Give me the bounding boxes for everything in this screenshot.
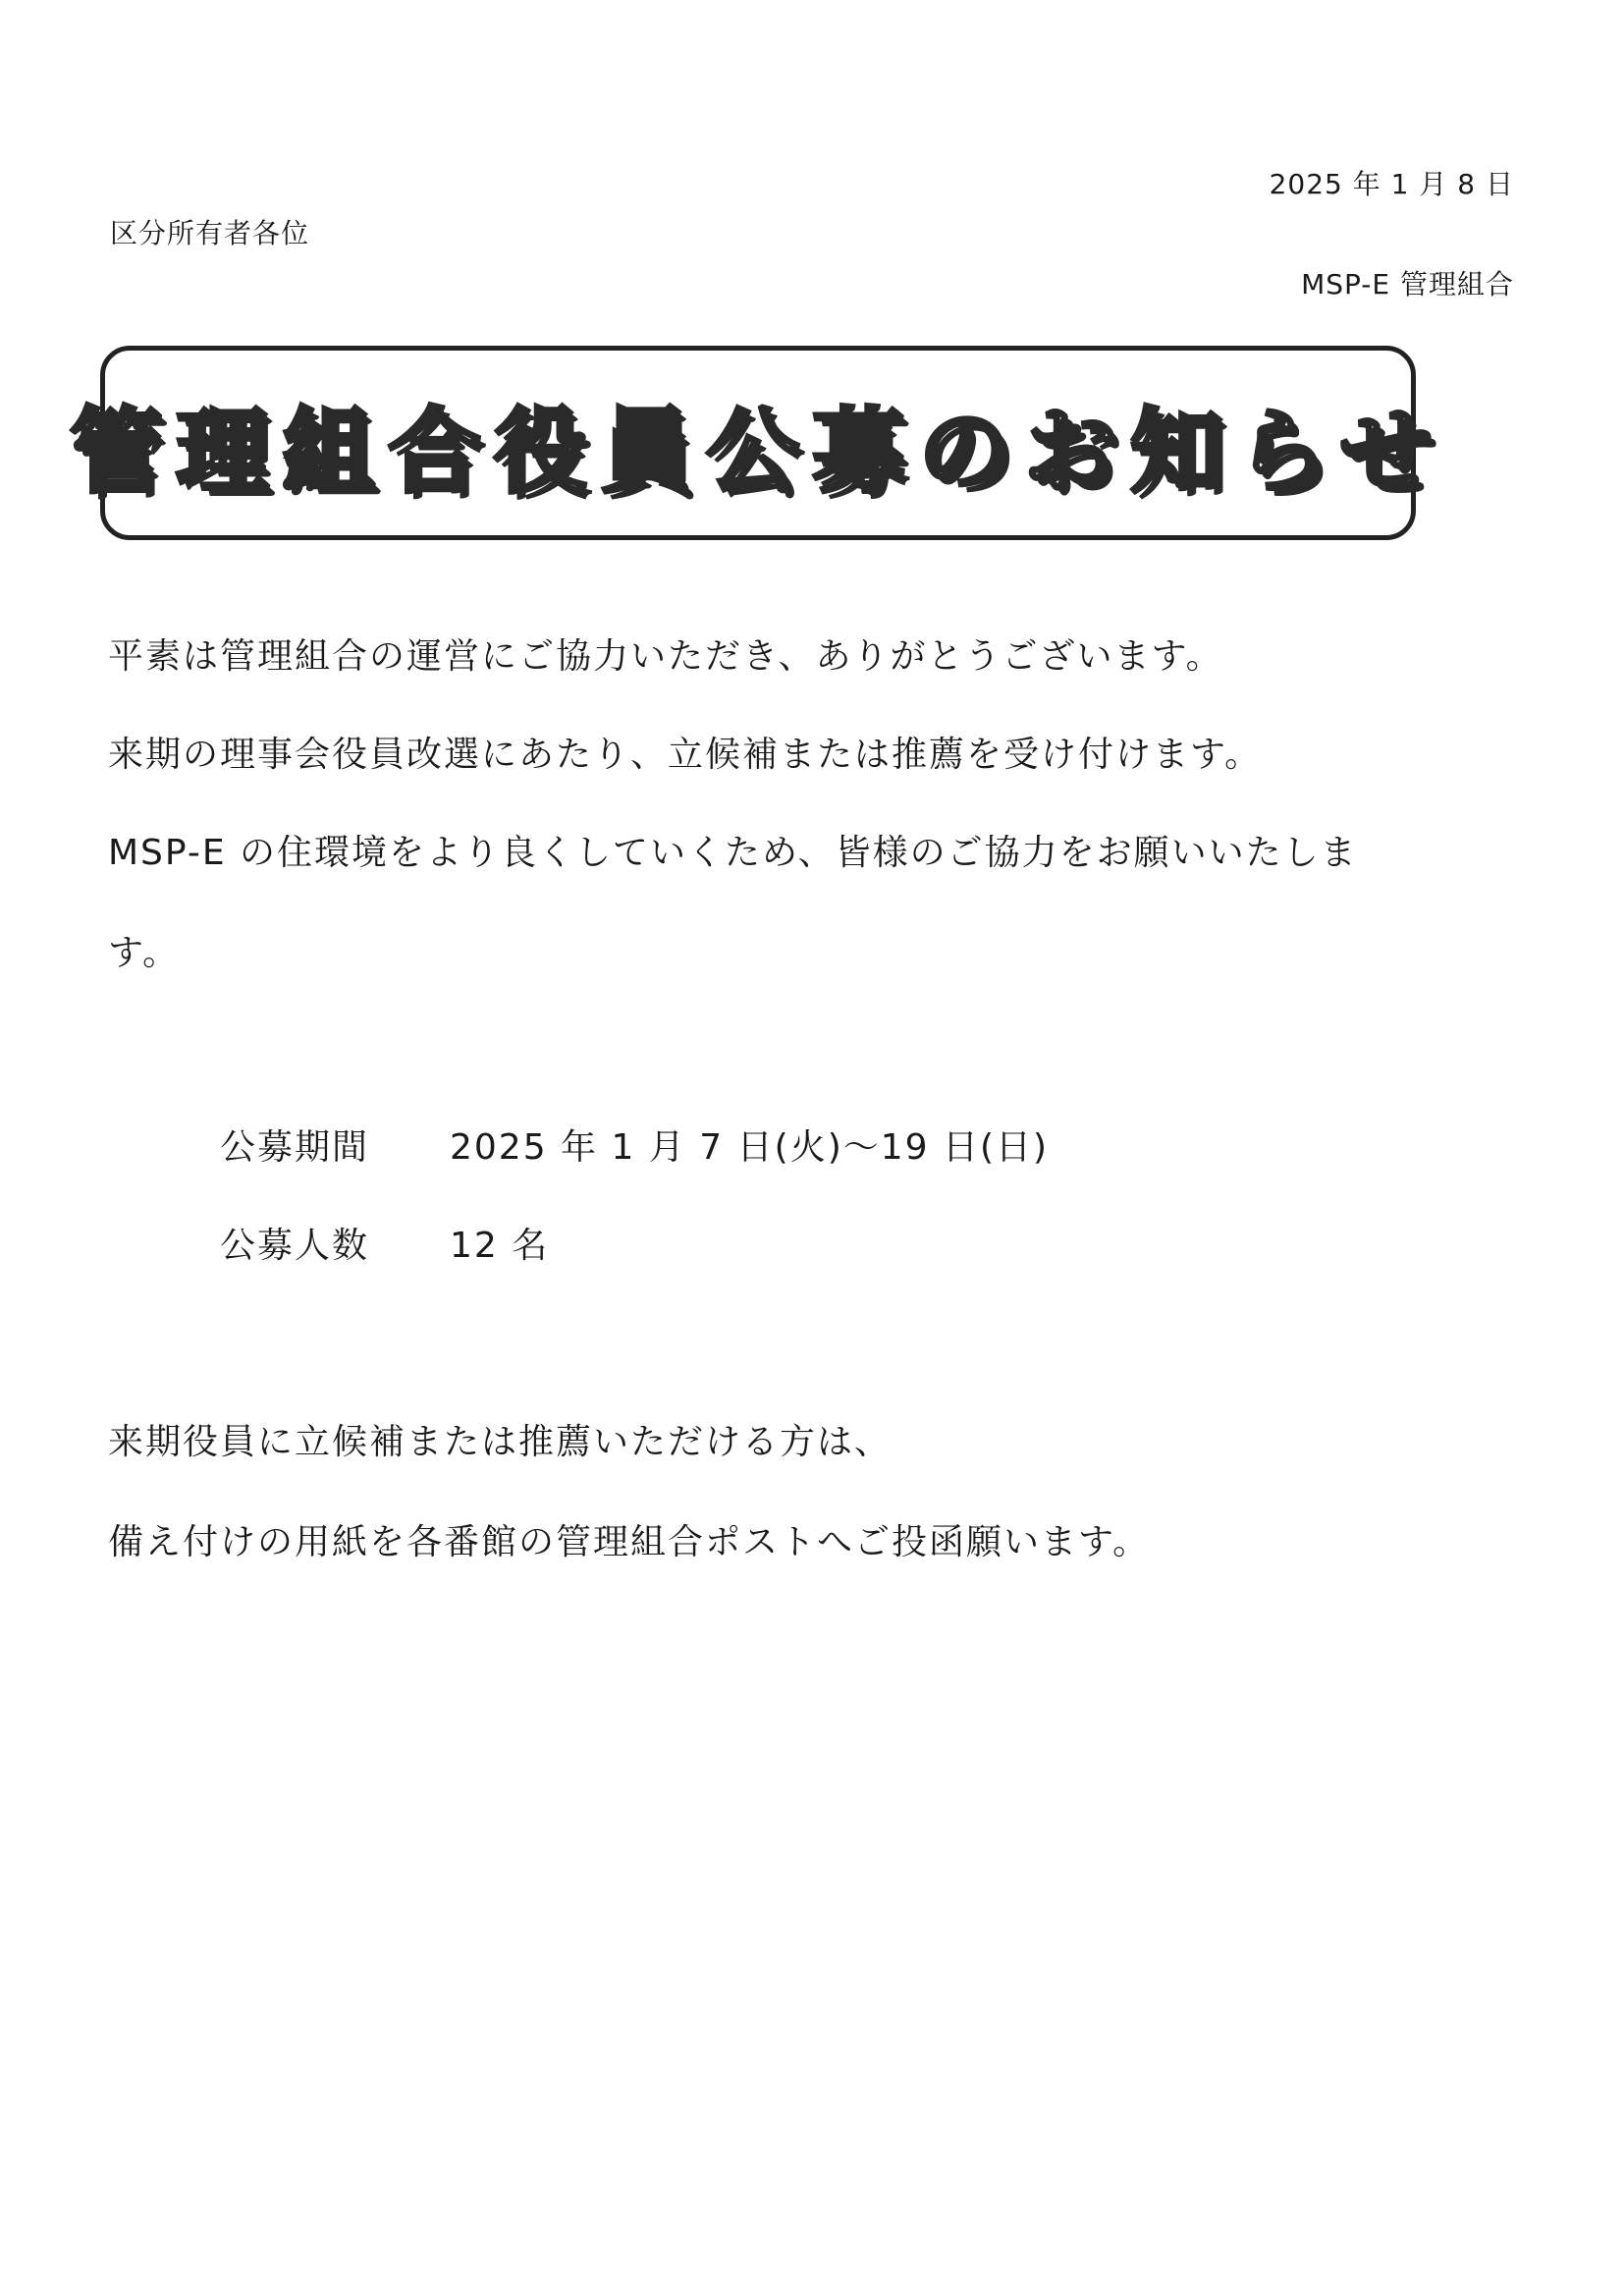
page-title: 管理組合役員公募のお知らせ bbox=[70, 398, 1446, 506]
count-value: 12 名 bbox=[450, 1226, 550, 1266]
title-frame bbox=[70, 346, 1446, 540]
body-paragraph-line: MSP-E の住環境をより良くしていくため、皆様のご協力をお願いいたしま bbox=[108, 833, 1358, 873]
body-paragraph-line: 平素は管理組合の運営にご協力いただき、ありがとうございます。 bbox=[108, 636, 1223, 677]
sender: MSP-E 管理組合 bbox=[1301, 268, 1514, 301]
body-paragraph-line: 来期の理事会役員改選にあたり、立候補または推薦を受け付けます。 bbox=[108, 735, 1263, 775]
period-label: 公募期間 bbox=[220, 1127, 370, 1168]
document-date: 2025 年 1 月 8 日 bbox=[1269, 168, 1514, 200]
count-label: 公募人数 bbox=[220, 1226, 370, 1266]
closing-line: 来期役員に立候補または推薦いただける方は、 bbox=[108, 1422, 893, 1462]
recipient: 区分所有者各位 bbox=[110, 217, 310, 249]
period-value: 2025 年 1 月 7 日(火)〜19 日(日) bbox=[450, 1127, 1050, 1168]
body-paragraph-line: す。 bbox=[108, 933, 181, 973]
closing-line: 備え付けの用紙を各番館の管理組合ポストへご投函願います。 bbox=[108, 1522, 1151, 1562]
